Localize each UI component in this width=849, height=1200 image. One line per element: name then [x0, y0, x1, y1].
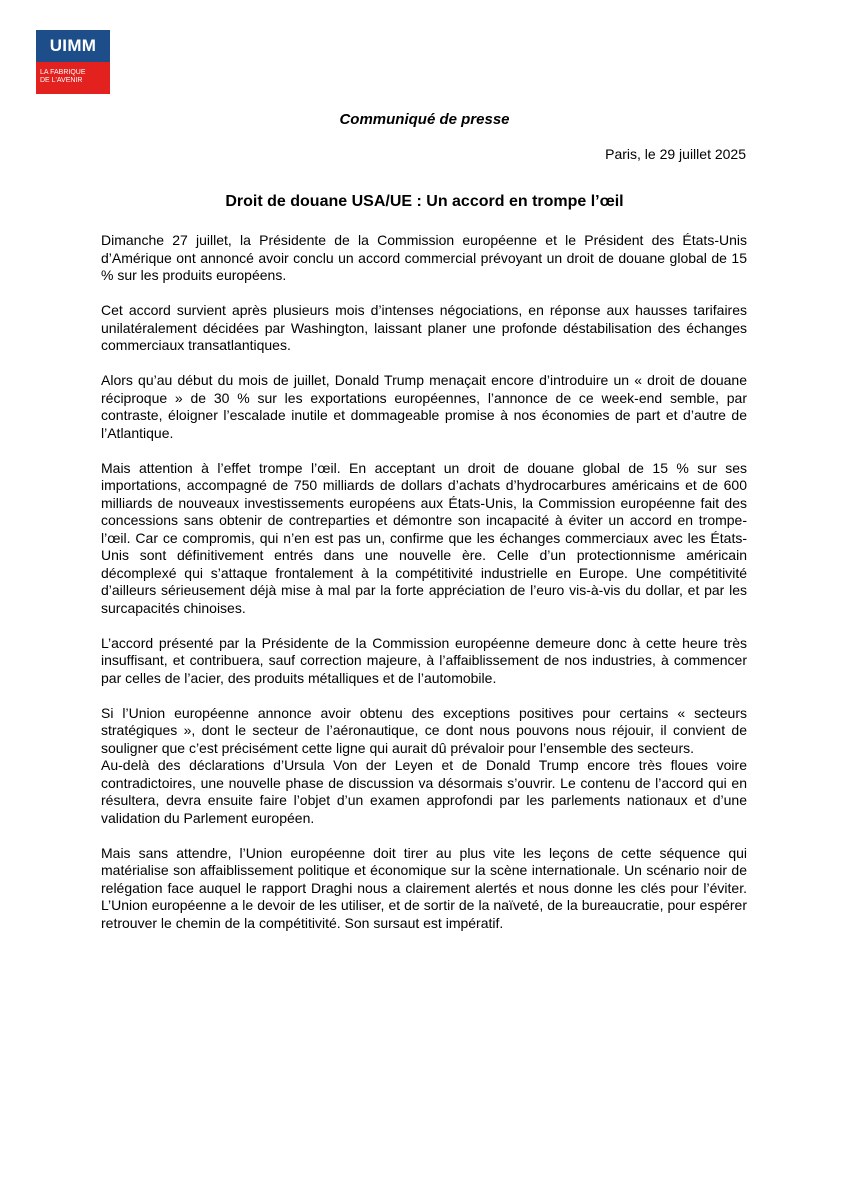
paragraph: L’accord présenté par la Présidente de la Commission européenne demeure donc à cette heure très insuffisant, et contribuera, sauf correction majeure, à l’affaiblissement de nos industries, à commencer par celles de l’acier, des produits métalliques et de l’automobile.: [101, 634, 747, 686]
uimm-logo: [36, 30, 110, 94]
paragraph: Si l’Union européenne annonce avoir obtenu des exceptions positives pour certains « secteurs stratégiques », dont le secteur de l’aéronautique, ce dont nous pouvons nous réjouir, il convient de souligner que c’est précisément cette ligne qui aurait dû prévaloir pour l’ensemble des secteurs.: [101, 704, 747, 756]
press-release-label: Communiqué de presse: [339, 111, 510, 128]
date-line: Paris, le 29 juillet 2025: [605, 146, 746, 162]
paragraph: Mais attention à l’effet trompe l’œil. En acceptant un droit de douane global de 15 % sur ses importations, accompagné de 750 milliards de dollars d’achats d’hydrocarbures américains et de 600 milliards de nouveaux investissements européens aux États-Unis, la Commission européenne fait des concessions sans obtenir de contreparties et démontre son incapacité à éviter un accord en trompe-l’œil. Car ce compromis, qui n’en est pas un, confirme que les échanges commerciaux avec les États-Unis sont définitivement entrés dans une nouvelle ère. Celle d’un protectionnisme américain décomplexé qui s’attaque frontalement à la compétitivité industrielle en Europe. Une compétitivité d’ailleurs sérieusement déjà mise à mal par la forte appréciation de l’euro vis-à-vis du dollar, et par les surcapacités chinoises.: [101, 459, 747, 616]
page-title: Droit de douane USA/UE : Un accord en trompe l’œil: [225, 193, 624, 210]
paragraph: Mais sans attendre, l’Union européenne doit tirer au plus vite les leçons de cette séquence qui matérialise son affaiblissement politique et économique sur la scène internationale. Un scénario noir de relégation face auquel le rapport Draghi nous a clairement alertés et nous donne les clés pour l’éviter. L’Union européenne a le devoir de les utiliser, et de sortir de la naïveté, de la bureaucratie, pour espérer retrouver le chemin de la compétitivité. Son sursaut est impératif.: [101, 844, 747, 931]
paragraph: Au-delà des déclarations d’Ursula Von der Leyen et de Donald Trump encore très floues voire contradictoires, une nouvelle phase de discussion va désormais s’ouvrir. Le contenu de l’accord qui en résultera, devra ensuite faire l’objet d’un examen approfondi par les parlements nationaux et d’une validation du Parlement européen.: [101, 757, 747, 826]
logo-tagline-line1: LA FABRIQUE: [40, 69, 86, 76]
logo-tagline: [36, 62, 110, 94]
body-text: [101, 232, 747, 950]
paragraph: Dimanche 27 juillet, la Présidente de la Commission européenne et le Président des États-Unis d’Amérique ont annoncé avoir conclu un accord commercial prévoyant un droit de douane global de 15 % sur les produits européens.: [101, 232, 747, 283]
logo-brand: UIMM: [36, 30, 110, 62]
paragraph: Alors qu’au début du mois de juillet, Donald Trump menaçait encore d’introduire un « droit de douane réciproque » de 30 % sur les exportations européennes, l’annonce de ce week-end semble, par contraste, éloigner l’escalade inutile et dommageable promise à nos économies de part et d’autre de l’Atlantique.: [101, 372, 747, 441]
paragraph: Cet accord survient après plusieurs mois d’intenses négociations, en réponse aux hausses tarifaires unilatéralement décidées par Washington, laissant planer une profonde déstabilisation des échanges commerciaux transatlantiques.: [101, 302, 747, 353]
logo-tagline-line2: DE L'AVENIR: [40, 77, 83, 84]
